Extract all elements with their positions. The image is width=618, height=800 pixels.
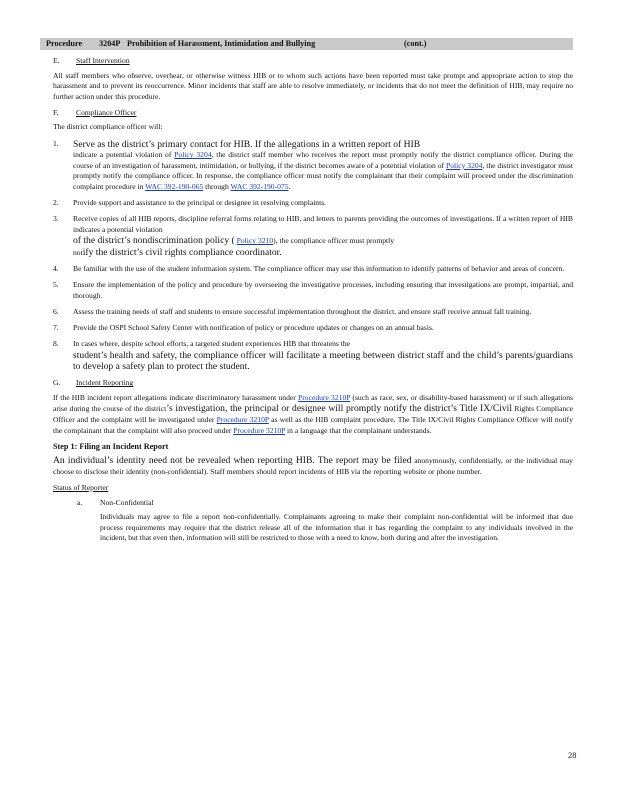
- section-f-intro: The district compliance officer will:: [53, 122, 163, 132]
- step-1-heading: Step 1: Filing an Incident Report: [53, 441, 169, 451]
- procedure-3210p-link[interactable]: Procedure 3210P: [216, 415, 269, 425]
- section-f-heading: F. Compliance Officer: [53, 107, 137, 117]
- item-1-lead: Serve as the district’s primary contact for HIB. If the allegations in a written report of HIB: [73, 138, 421, 150]
- procedure-header-bar: [40, 38, 573, 50]
- wac-392-190-075-link[interactable]: WAC 392-190-075: [230, 181, 289, 191]
- document-body: [53, 56, 573, 549]
- list-item: 8. In cases where, despite school efforts, a targeted student experiences HIB that threatens the student’s health and safety, the compliance officer will facilitate a meeting between district staff and the child’s parents/guardians to develop a safety plan to protect the student.: [53, 338, 573, 373]
- list-item: 7. Provide the OSPI School Safety Center with notification of policy or procedure updates or changes on an annual basis.: [53, 322, 434, 332]
- header-procedure-label: Procedure: [46, 39, 83, 48]
- non-confidential-text: Individuals may agree to file a report non-confidentially. Complainants agreeing to make their complaint non-confidential will be informed that due process requirements may require that the district release all of the information that it has regarding the complaint to any individuals involved in the incident, but that even then, information will still be restricted to those with a need to know, both during and after the investigation.: [100, 512, 573, 543]
- list-item: 2. Provide support and assistance to the principal or designee in resolving complaints.: [53, 198, 327, 208]
- section-e-heading: E. Staff Intervention: [53, 56, 130, 65]
- header-procedure-title: Prohibition of Harassment, Intimidation and Bullying: [127, 39, 316, 48]
- list-item: 1. Serve as the district’s primary contact for HIB. If the allegations in a written report of HIB indicate a potential violation of Policy 3204, the district staff member who receives the report must promptly notify the district compliance officer. During the course of an investigation of harassment, intimidation, or bullying, if the district becomes aware of a potential violation of Policy 3204, the district investigator must promptly notify the compliance officer. In response, the compliance officer must notify the complainant that their complaint will proceed under the discrimination complaint procedure in WAC 392-190-065 through WAC 392-190-075.: [53, 138, 573, 191]
- step-1-text: An individual’s identity need not be revealed when reporting HIB. The report may be filed anonymously, confidentially, or the individual may choose to disclose their identity (non-confidential). Staff members should report incidents of HIB via the reporting website or phone number.: [53, 455, 573, 476]
- section-g-text: If the HIB incident report allegations indicate discriminatory harassment under Procedure 3210P (such as race, sex, or disability-based harassment) or if such allegations arise during the course of the district’s investigation, the principal or designee will promptly notify the district’s Title IX/Civil Rights Compliance Officer and the complaint will be investigated under Procedure 3210P as well as the HIB complaint procedure. The Title IX/Civil Rights Compliance Officer will notify the complainant that the complaint will also proceed under Procedure 3210P in a language that the complainant understands.: [53, 392, 574, 435]
- wac-392-190-065-link[interactable]: WAC 392-190-065: [145, 181, 204, 191]
- list-item: 4. Be familiar with the use of the student information system. The compliance officer may use this information to identify patterns of behavior and areas of concern.: [53, 264, 565, 273]
- header-procedure-number: 3204P: [99, 39, 121, 48]
- procedure-3210p-link[interactable]: Procedure 3210P: [298, 392, 351, 402]
- policy-3204-link[interactable]: Policy 3204: [174, 150, 212, 160]
- page-number: 28: [568, 751, 577, 760]
- section-e-text: All staff members who observe, overhear, or otherwise witness HIB or to whom such actions have been reported must take prompt and appropriate action to stop the harassment and to prevent its reoccurrence. Minor incidents that staff are able to resolve immediately, or incidents that do not meet the definition of HIB, may require no further action under this procedure.: [53, 70, 573, 101]
- header-continued: (cont.): [404, 39, 427, 48]
- procedure-3210p-link[interactable]: Procedure 3210P: [233, 425, 286, 435]
- policy-3210-link[interactable]: Policy 3210: [236, 236, 274, 246]
- section-g-heading: G. Incident Reporting: [53, 378, 134, 388]
- non-confidential-heading: a. Non-Confidential: [77, 497, 154, 507]
- status-of-reporter-heading: Status of Reporter: [53, 483, 109, 492]
- policy-3204-link[interactable]: Policy 3204: [445, 160, 483, 170]
- list-item: 6. Assess the training needs of staff and students to ensure successful implementation throughout the district, and ensure staff receive annual fall training.: [53, 306, 532, 316]
- list-item: 3. Receive copies of all HIB reports, discipline referral forms relating to HIB, and letters to parents providing the outcomes of investigations. If a written report of HIB indicates a potential violation of the district’s nondiscrimination policy ( Policy 3210), the compliance officer must promptly notify the district’s civil rights compliance coordinator.: [53, 214, 573, 258]
- list-item: 5. Ensure the implementation of the policy and procedure by overseeing the investigative processes, including ensuring that investigations are prompt, impartial, and thorough.: [53, 280, 573, 300]
